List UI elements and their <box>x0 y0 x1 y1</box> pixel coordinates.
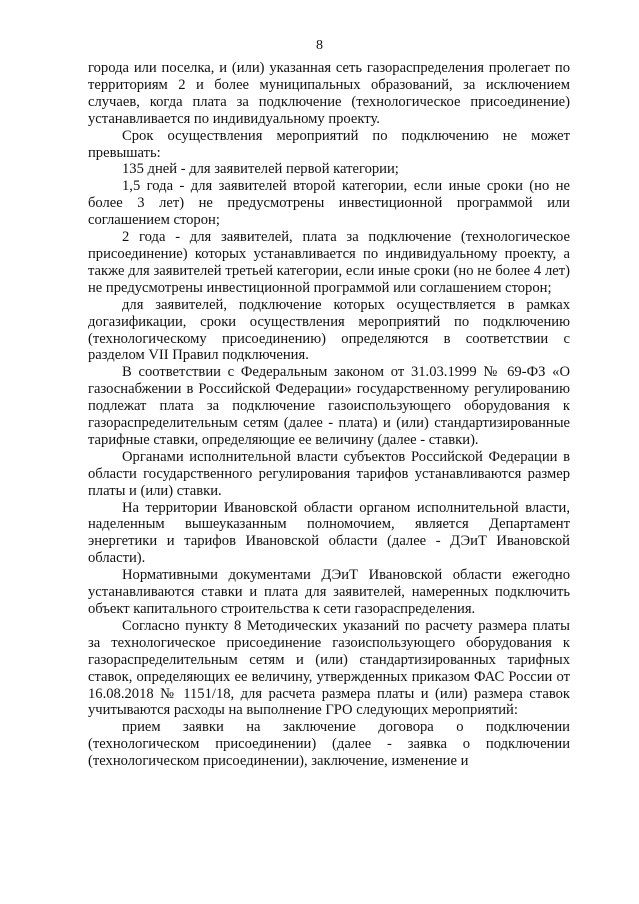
paragraph: В соответствии с Федеральным законом от 31.03.1999 № 69-ФЗ «О газоснабжении в Российской Федерации» государственному регулированию подлежат плата за подключение газоиспользующего оборудования к газораспределительным сетям (далее - плата) и (или) стандартизированные тарифные ставки, определяющие ее величину (далее - ставки). <box>88 364 570 448</box>
document-body <box>88 60 570 770</box>
paragraph: 1,5 года - для заявителей второй категории, если иные сроки (но не более 3 лет) не предусмотрены инвестиционной программой или соглашением сторон; <box>88 178 570 229</box>
paragraph: 2 года - для заявителей, плата за подключение (технологическое присоединение) которых устанавливается по индивидуальному проекту, а также для заявителей третьей категории, если иные сроки (но не более 4 лет) не предусмотрены инвестиционной программой или соглашением сторон; <box>88 229 570 296</box>
paragraph: 135 дней - для заявителей первой категории; <box>122 161 399 178</box>
page-number: 8 <box>316 38 323 53</box>
paragraph: Органами исполнительной власти субъектов Российской Федерации в области государственного регулирования тарифов устанавливаются размер платы и (или) ставки. <box>88 448 570 499</box>
paragraph: Срок осуществления мероприятий по подключению не может превышать: <box>88 127 570 161</box>
paragraph: Нормативными документами ДЭиТ Ивановской области ежегодно устанавливаются ставки и плата для заявителей, намеренных подключить объект капитального строительства к сети газораспределения. <box>88 567 570 617</box>
paragraph: Согласно пункту 8 Методических указаний по расчету размера платы за технологическое присоединение газоиспользующего оборудования к газораспределительным сетям и (или) стандартизированных тарифных ставок, определяющих ее величину, утвержденных приказом ФАС России от 16.08.2018 № 1151/18, для расчета размера платы и (или) размера ставок учитываются расходы на выполнение ГРО следующих мероприятий: <box>88 617 570 719</box>
paragraph: прием заявки на заключение договора о подключении (технологическом присоединении) (далее - заявка о подключении (технологическом присоединении), заключение, изменение и <box>88 719 570 770</box>
paragraph: города или поселка, и (или) указанная сеть газораспределения пролегает по территориям 2 и более муниципальных образований, за исключением случаев, когда плата за подключение (технологическое присоединение) устанавливается по индивидуальному проекту. <box>88 60 570 127</box>
paragraph: для заявителей, подключение которых осуществляется в рамках догазификации, сроки осуществления мероприятий по подключению (технологическому присоединению) определяются в соответствии с разделом VII Правил подключения. <box>88 296 570 364</box>
paragraph: На территории Ивановской области органом исполнительной власти, наделенным вышеуказанным полномочием, является Департамент энергетики и тарифов Ивановской области (далее - ДЭиТ Ивановской области). <box>88 499 570 567</box>
